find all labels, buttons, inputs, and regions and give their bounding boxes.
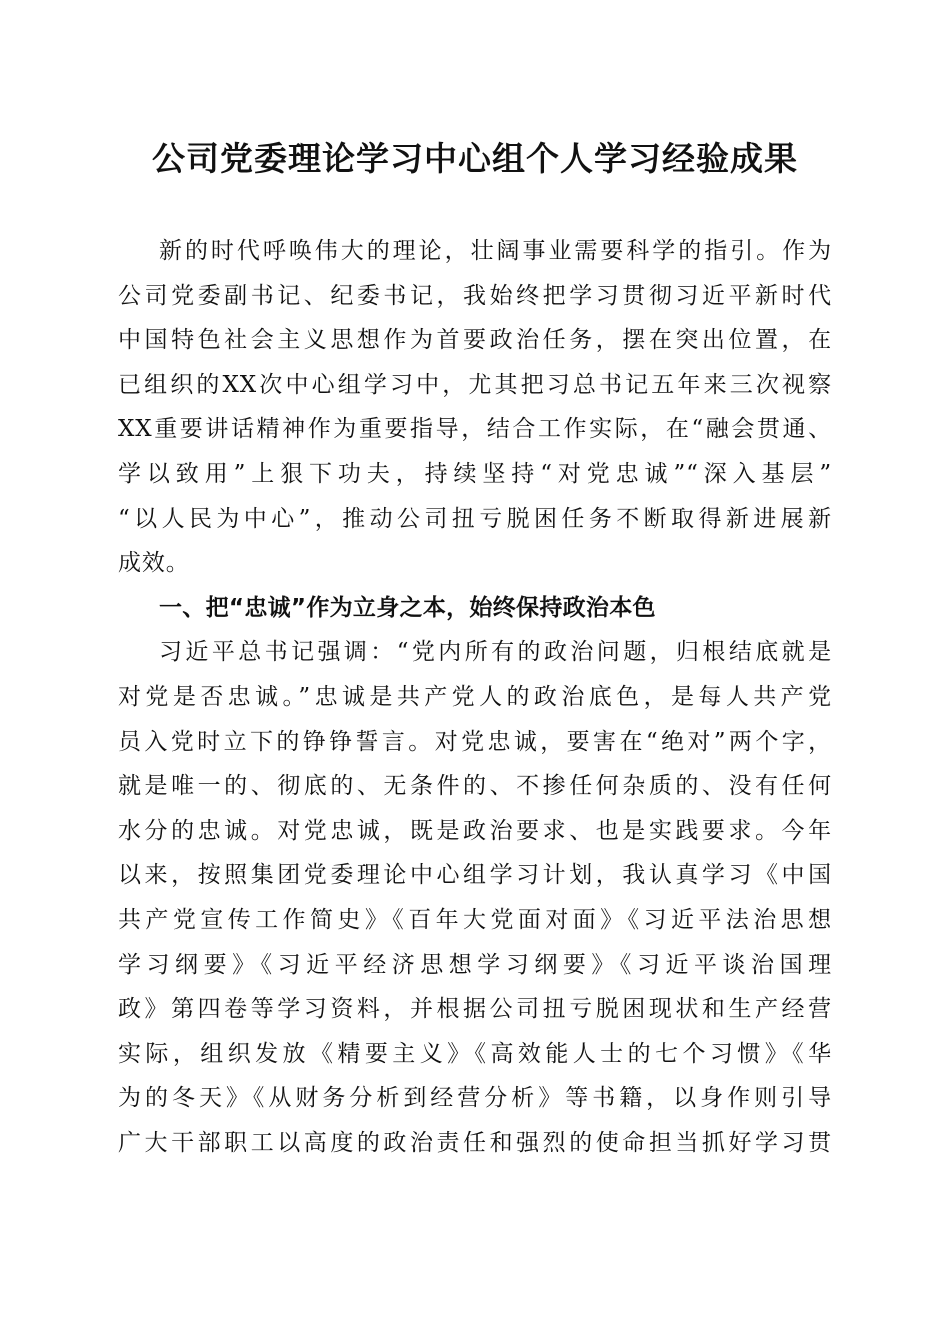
text-line: 学以致用”上狠下功夫，持续坚持“对党忠诚”“深入基层” xyxy=(118,460,832,487)
document-body xyxy=(118,229,832,1165)
text-line: 以来，按照集团党委理论中心组学习计划，我认真学习《中国 xyxy=(118,862,832,889)
text-line: 已组织的XX次中心组学习中，尤其把习总书记五年来三次视察 xyxy=(118,371,832,398)
text-line: 学习纲要》《习近平经济思想学习纲要》《习近平谈治国理 xyxy=(118,951,832,978)
text-line: 习近平总书记强调：“党内所有的政治问题，归根结底就是 xyxy=(159,639,832,666)
intro-paragraph xyxy=(118,229,832,586)
document-title: 公司党委理论学习中心组个人学习经验成果 xyxy=(152,139,798,178)
text-line: 对党是否忠诚。”忠诚是共产党人的政治底色，是每人共产党 xyxy=(118,683,832,710)
text-line: 就是唯一的、彻底的、无条件的、不掺任何杂质的、没有任何 xyxy=(118,773,832,800)
text-line: XX重要讲话精神作为重要指导，结合工作实际，在“融会贯通、 xyxy=(118,416,832,443)
section-heading: 一、把“忠诚”作为立身之本，始终保持政治本色 xyxy=(159,594,656,621)
text-line: 广大干部职工以高度的政治责任和强烈的使命担当抓好学习贯 xyxy=(118,1129,832,1156)
text-line: 成效。 xyxy=(118,550,190,577)
text-line: 为的冬天》《从财务分析到经营分析》等书籍，以身作则引导 xyxy=(118,1085,832,1112)
text-line: 公司党委副书记、纪委书记，我始终把学习贯彻习近平新时代 xyxy=(118,282,832,309)
text-line: 水分的忠诚。对党忠诚，既是政治要求、也是实践要求。今年 xyxy=(118,817,832,844)
text-line: 新的时代呼唤伟大的理论，壮阔事业需要科学的指引。作为 xyxy=(159,238,832,264)
section-paragraph xyxy=(118,630,832,1165)
text-line: 中国特色社会主义思想作为首要政治任务，摆在突出位置，在 xyxy=(118,327,832,354)
text-line: 政》第四卷等学习资料，并根据公司扭亏脱困现状和生产经营 xyxy=(118,996,832,1023)
text-line: 实际，组织发放《精要主义》《高效能人士的七个习惯》《华 xyxy=(118,1040,832,1067)
text-line: “以人民为中心”，推动公司扭亏脱困任务不断取得新进展新 xyxy=(118,505,832,532)
text-line: 员入党时立下的铮铮誓言。对党忠诚，要害在“绝对”两个字， xyxy=(118,728,832,755)
text-line: 共产党宣传工作简史》《百年大党面对面》《习近平法治思想 xyxy=(118,906,832,933)
